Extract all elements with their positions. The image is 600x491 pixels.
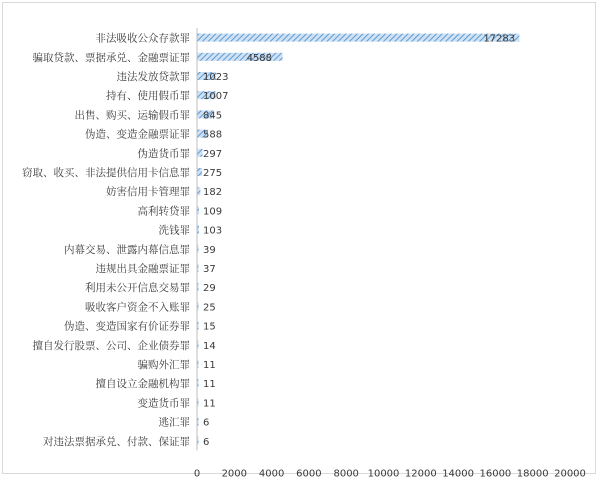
category-label-19: 变造货币罪 xyxy=(137,397,190,410)
data-label-1: 4588 xyxy=(246,52,273,64)
category-label-10: 洗钱罪 xyxy=(158,224,190,237)
category-label-0: 非法吸收公众存款罪 xyxy=(95,32,190,45)
data-label-17: 11 xyxy=(203,360,216,371)
bar-7 xyxy=(197,168,202,176)
category-label-12: 违规出具金融票证罪 xyxy=(95,263,190,275)
bar-0 xyxy=(197,34,519,42)
category-label-15: 伪造、变造国家有价证券罪 xyxy=(64,320,190,333)
data-label-21: 6 xyxy=(203,436,210,448)
data-label-12: 37 xyxy=(203,264,216,275)
category-label-21: 对违法票据承兑、付款、保证罪 xyxy=(43,435,190,448)
data-label-20: 6 xyxy=(203,417,210,429)
category-label-17: 骗购外汇罪 xyxy=(137,359,190,371)
x-tick-1: 2000 xyxy=(221,468,248,480)
x-tick-labels xyxy=(194,468,586,479)
data-label-18: 11 xyxy=(203,379,216,391)
x-tick-10: 20000 xyxy=(554,468,586,480)
x-tick-7: 14000 xyxy=(442,468,475,480)
category-label-4: 出售、购买、运输假币罪 xyxy=(74,109,190,122)
data-label-14: 25 xyxy=(203,302,216,314)
x-tick-0: 0 xyxy=(193,468,201,480)
x-tick-2: 4000 xyxy=(258,468,285,480)
category-label-11: 内幕交易、泄露内幕信息罪 xyxy=(64,243,190,256)
data-label-3: 1007 xyxy=(203,91,229,103)
data-label-7: 275 xyxy=(203,168,223,179)
data-label-16: 14 xyxy=(203,340,216,352)
data-labels xyxy=(203,34,515,448)
bar-8 xyxy=(197,187,200,195)
category-label-18: 擅自设立金融机构罪 xyxy=(95,378,190,391)
category-label-3: 持有、使用假币罪 xyxy=(106,90,190,103)
data-label-5: 588 xyxy=(203,129,223,141)
bar-6 xyxy=(197,149,203,157)
category-label-16: 擅自发行股票、公司、企业债券罪 xyxy=(32,339,190,352)
data-label-10: 103 xyxy=(203,225,223,237)
x-tick-8: 16000 xyxy=(479,468,512,480)
category-label-6: 伪造货币罪 xyxy=(137,147,190,160)
data-label-11: 39 xyxy=(203,244,216,256)
category-label-20: 逃汇罪 xyxy=(158,416,190,429)
x-tick-3: 6000 xyxy=(296,468,322,480)
data-label-2: 1023 xyxy=(203,72,229,83)
data-label-15: 15 xyxy=(203,321,216,333)
x-tick-6: 12000 xyxy=(404,468,437,480)
data-label-4: 845 xyxy=(203,110,223,122)
data-label-19: 11 xyxy=(203,398,216,410)
category-label-8: 妨害信用卡管理罪 xyxy=(106,186,190,199)
category-label-1: 骗取贷款、票据承兑、金融票证罪 xyxy=(32,51,190,64)
data-label-9: 109 xyxy=(203,206,223,218)
bars-group xyxy=(197,34,519,445)
category-label-13: 利用未公开信息交易罪 xyxy=(85,282,190,295)
category-label-14: 吸收客户资金不入账罪 xyxy=(85,301,190,314)
category-label-2: 违法发放贷款罪 xyxy=(116,71,190,83)
data-label-6: 297 xyxy=(203,148,223,160)
category-label-9: 高利转贷罪 xyxy=(137,205,190,218)
category-label-5: 伪造、变造金融票证罪 xyxy=(85,128,190,141)
x-tick-9: 18000 xyxy=(516,468,549,480)
x-tick-5: 10000 xyxy=(367,468,400,480)
x-tick-4: 8000 xyxy=(333,468,359,480)
category-labels xyxy=(22,32,190,448)
data-label-13: 29 xyxy=(203,283,216,295)
data-label-8: 182 xyxy=(203,187,223,199)
category-label-7: 窃取、收买、非法提供信用卡信息罪 xyxy=(22,167,190,179)
data-label-0: 17283 xyxy=(483,33,516,45)
